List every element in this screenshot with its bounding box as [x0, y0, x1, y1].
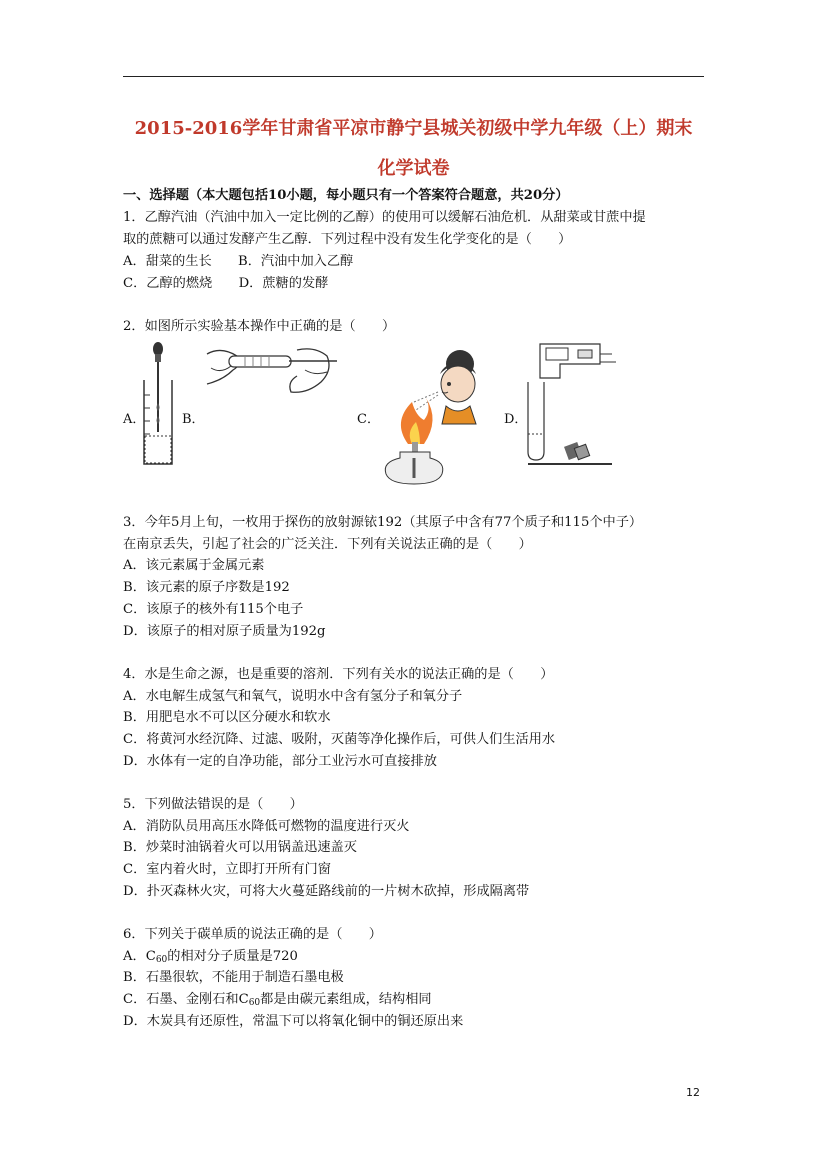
q6-option-a-prefix: A．C — [123, 949, 156, 964]
q1-stem-line1: 1．乙醇汽油（汽油中加入一定比例的乙醇）的使用可以缓解石油危机．从甜菜或甘蔗中提 — [123, 210, 646, 225]
q2-option-d-label: D． — [504, 412, 528, 427]
reagent-bottle-test-tube-figure — [520, 338, 620, 470]
hands-test-tube-figure — [205, 340, 340, 402]
q3-stem-line1: 3．今年5月上旬，一枚用于探伤的放射源铱192（其原子中含有77个质子和115个中子） — [123, 515, 643, 530]
q1-options-ab: A．甜菜的生长 B．汽油中加入乙醇 — [123, 254, 354, 269]
q5-stem: 5．下列做法错误的是（ ） — [123, 797, 303, 812]
q4-option-b: B．用肥皂水不可以区分硬水和软水 — [123, 710, 331, 725]
q3-option-c: C．该原子的核外有115个电子 — [123, 602, 304, 617]
page-number: 12 — [686, 1086, 700, 1099]
q5-option-a: A．消防队员用高压水降低可燃物的温度进行灭火 — [123, 819, 410, 834]
q6-stem: 6．下列关于碳单质的说法正确的是（ ） — [123, 927, 382, 942]
q4-stem: 4．水是生命之源，也是重要的溶剂．下列有关水的说法正确的是（ ） — [123, 667, 554, 682]
q3-option-a: A．该元素属于金属元素 — [123, 558, 265, 573]
q1-stem-line2: 取的蔗糖可以通过发酵产生乙醇．下列过程中没有发生化学变化的是（ ） — [123, 232, 572, 247]
dropper-cylinder-figure — [140, 340, 176, 470]
q6-option-c-prefix: C．石墨、金刚石和C — [123, 992, 249, 1007]
header-rule — [123, 76, 704, 77]
q3-stem-line2: 在南京丢失，引起了社会的广泛关注．下列有关说法正确的是（ ） — [123, 537, 532, 552]
q2-option-a-label: A． — [123, 412, 146, 427]
q4-option-c: C．将黄河水经沉降、过滤、吸附，灭菌等净化操作后，可供人们生活用水 — [123, 732, 556, 747]
q4-option-d: D．水体有一定的自净功能，部分工业污水可直接排放 — [123, 754, 437, 769]
q3-option-b: B．该元素的原子序数是192 — [123, 580, 290, 595]
q2-stem: 2．如图所示实验基本操作中正确的是（ ） — [123, 319, 396, 334]
q6-option-c-text: 都是由碳元素组成，结构相同 — [260, 992, 432, 1007]
q6-option-d: D．木炭具有还原性，常温下可以将氧化铜中的铜还原出来 — [123, 1014, 464, 1029]
q4-option-a: A．水电解生成氢气和氧气，说明水中含有氢分子和氧分子 — [123, 689, 463, 704]
q2-option-c-label: C． — [357, 412, 380, 427]
q6-option-b: B．石墨很软，不能用于制造石墨电极 — [123, 970, 344, 985]
page-title-line2: 化学试卷 — [377, 158, 450, 179]
q2-option-b-label: B． — [182, 412, 205, 427]
q5-option-d: D．扑灭森林火灾，可将大火蔓延路线前的一片树木砍掉，形成隔离带 — [123, 884, 530, 899]
q6-option-a-subscript: 60 — [155, 955, 168, 965]
q6-option-a-text: 的相对分子质量是720 — [167, 949, 298, 964]
q3-option-d: D．该原子的相对原子质量为192g — [123, 624, 326, 639]
q5-option-c: C．室内着火时，立即打开所有门窗 — [123, 862, 331, 877]
q5-option-b: B．炒菜时油锅着火可以用锅盖迅速盖灭 — [123, 840, 357, 855]
q6-option-c-subscript: 60 — [248, 998, 261, 1008]
section-heading: 一、选择题（本大题包括10小题，每小题只有一个答案符合题意，共20分） — [123, 188, 569, 203]
page-title-line1: 2015-2016学年甘肃省平凉市静宁县城关初级中学九年级（上）期末 — [134, 118, 693, 139]
q6-option-c — [123, 991, 432, 1012]
q6-option-a — [123, 948, 298, 969]
q1-options-cd: C．乙醇的燃烧 D．蔗糖的发酵 — [123, 276, 329, 291]
blowing-alcohol-lamp-figure — [378, 340, 488, 485]
